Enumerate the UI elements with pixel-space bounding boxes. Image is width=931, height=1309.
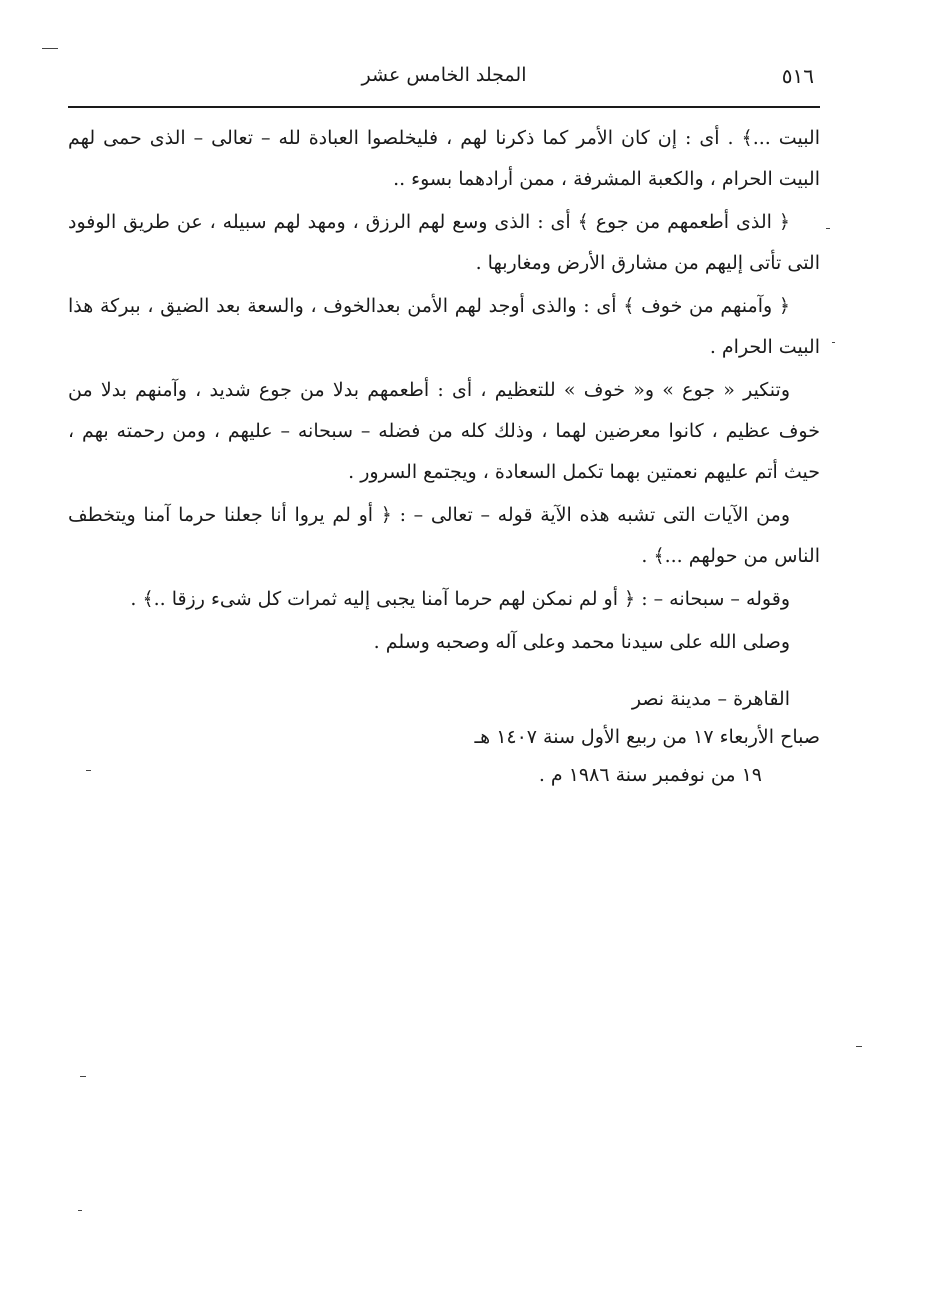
scan-speck xyxy=(42,48,58,49)
signoff-date-hijri: صباح الأربعاء ١٧ من ربيع الأول سنة ١٤٠٧ هـ xyxy=(474,726,820,748)
paragraph: وتنكير « جوع » و« خوف » للتعظيم ، أى : أطعمهم بدلا من جوع شديد ، وآمنهم بدلا من خوف عظيم ، كانوا معرضين لهما ، وذلك كله من فضله – سبحانه – عليهم ، ومن رحمته بهم ، حيث أتم عليهم نعمتين بهما تكمل السعادة ، ويجتمع السرور . xyxy=(68,379,820,483)
signoff-place: القاهرة – مدينة نصر xyxy=(631,688,790,710)
running-title: المجلد الخامس عشر xyxy=(361,64,527,86)
page-header xyxy=(68,62,820,96)
scan-speck xyxy=(80,1076,86,1077)
header-rule xyxy=(68,106,820,108)
paragraph: ومن الآيات التى تشبه هذه الآية قوله – تعالى – : ﴿ أو لم يروا أنا جعلنا حرما آمنا ويتخطف الناس من حولهم ...﴾ . xyxy=(68,504,820,567)
signoff-date-gregorian: ١٩ من نوفمبر سنة ١٩٨٦ م . xyxy=(538,764,762,786)
paragraph: البيت ...﴾ . أى : إن كان الأمر كما ذكرنا لهم ، فليخلصوا العبادة لله – تعالى – الذى حمى لهم البيت الحرام ، والكعبة المشرفة ، ممن أرادهما بسوء .. xyxy=(68,127,820,190)
paragraph: ﴿ وآمنهم من خوف ﴾ أى : والذى أوجد لهم الأمن بعدالخوف ، والسعة بعد الضيق ، ببركة هذا البيت الحرام . xyxy=(68,295,820,358)
paragraph: ﴿ الذى أطعمهم من جوع ﴾ أى : الذى وسع لهم الرزق ، ومهد لهم سبيله ، عن طريق الوفود التى تأتى إليهم من مشارق الأرض ومغاربها . xyxy=(68,211,820,274)
scan-speck xyxy=(78,1210,82,1211)
signoff xyxy=(68,680,820,794)
paragraph: وقوله – سبحانه – : ﴿ أو لم نمكن لهم حرما آمنا يجبى إليه ثمرات كل شىء رزقا ..﴾ . xyxy=(130,588,790,610)
scan-speck xyxy=(832,342,835,343)
paragraph: وصلى الله على سيدنا محمد وعلى آله وصحبه وسلم . xyxy=(373,631,790,653)
scan-speck xyxy=(826,228,830,229)
body-text xyxy=(68,118,820,665)
scan-speck xyxy=(86,770,91,771)
page-number: ٥١٦ xyxy=(781,64,814,88)
scan-speck xyxy=(856,1046,862,1047)
